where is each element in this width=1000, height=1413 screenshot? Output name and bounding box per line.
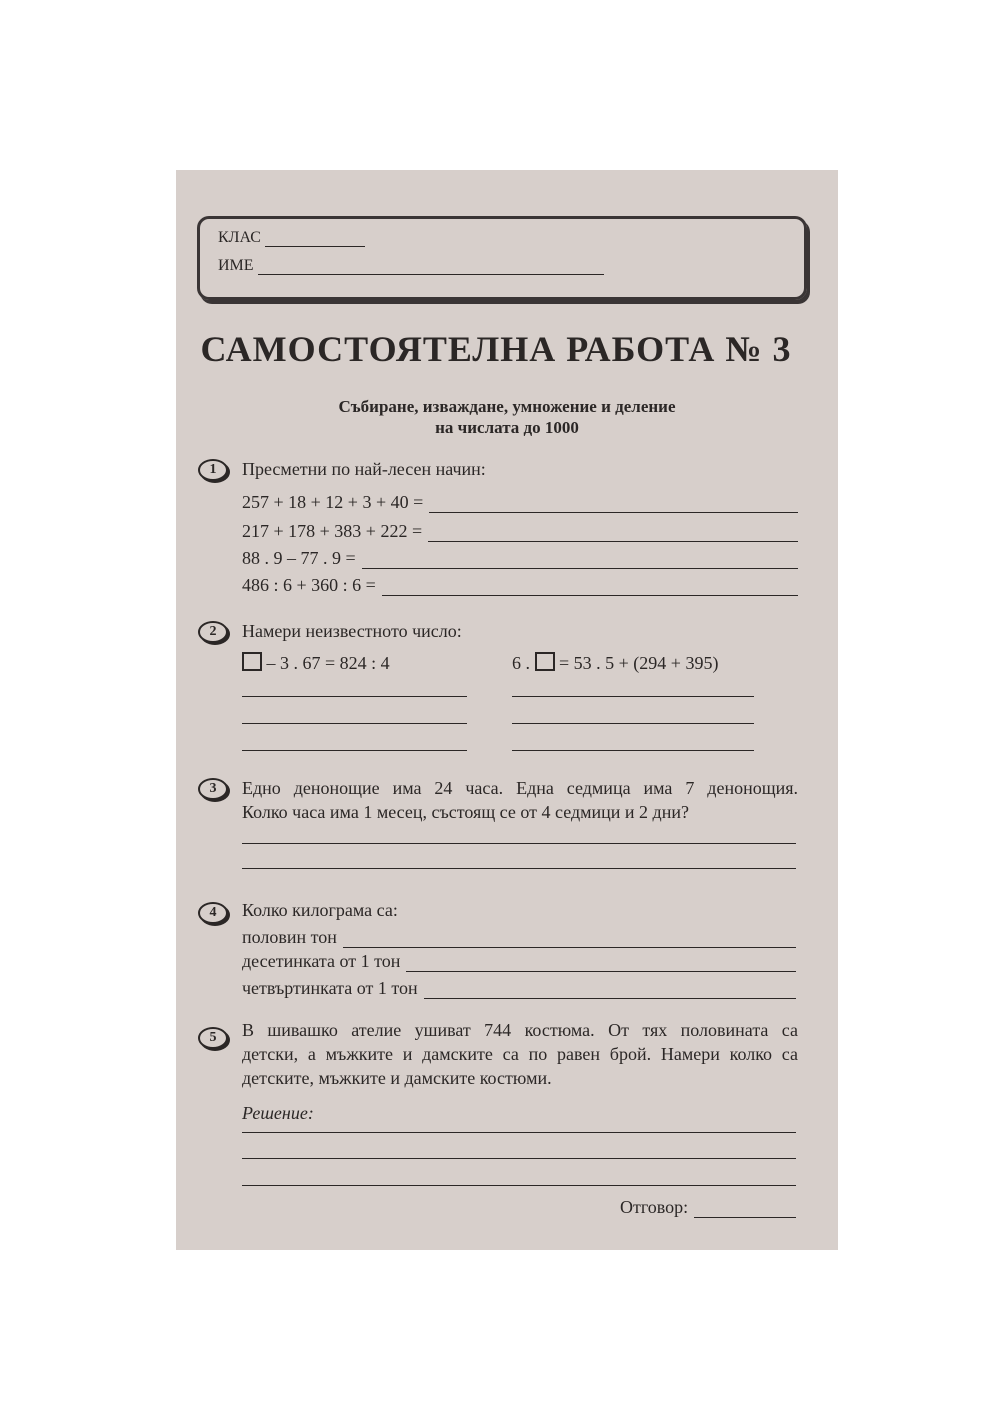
task-1-expr-2: 217 + 178 + 383 + 222 =: [242, 521, 423, 541]
unknown-box-icon: [535, 652, 555, 671]
answer-line[interactable]: [343, 931, 796, 948]
worksheet-page: [176, 170, 838, 1250]
task-4-item-1: половин тон: [242, 927, 337, 947]
solution-line[interactable]: [242, 1158, 796, 1159]
answer-line[interactable]: [362, 552, 798, 569]
solution-line[interactable]: [242, 1185, 796, 1186]
task-2-number: 2: [198, 621, 228, 643]
answer-line[interactable]: [512, 750, 754, 751]
answer-line[interactable]: [512, 723, 754, 724]
task-4-row-2: [242, 951, 796, 972]
task-5-text: [242, 1018, 798, 1090]
task-1-prompt: Пресметни по най-лесен начин:: [242, 459, 486, 479]
solution-line[interactable]: [242, 1132, 796, 1133]
task-1-expr-3: 88 . 9 – 77 . 9 =: [242, 548, 356, 568]
task-4-item-2: десетинката от 1 тон: [242, 951, 401, 971]
subtitle-line-2: на числата до 1000: [435, 418, 579, 437]
task-3-text: [242, 776, 798, 824]
task-2-equation-left-text: – 3 . 67 = 824 : 4: [266, 653, 390, 673]
class-input-line[interactable]: [265, 232, 365, 247]
task-2-equation-right: [512, 652, 718, 674]
subtitle-line-1: Събиране, изваждане, умножение и деление: [338, 397, 676, 416]
answer-line[interactable]: [428, 525, 798, 542]
task-5-line-3: детските, мъжките и дамските костюми.: [242, 1068, 552, 1088]
answer-line[interactable]: [429, 496, 798, 513]
task-3-line-1: Едно денонощие има 24 часа. Една седмица има 7 денонощия.: [242, 778, 798, 798]
task-1-row-4: [242, 575, 798, 596]
answer-line[interactable]: [242, 750, 467, 751]
class-field: [218, 229, 365, 247]
task-1-expr-1: 257 + 18 + 12 + 3 + 40 =: [242, 492, 424, 512]
name-label: ИМЕ: [218, 257, 254, 274]
unknown-box-icon: [242, 652, 262, 671]
answer-line[interactable]: [242, 723, 467, 724]
solution-label: Решение:: [242, 1103, 314, 1123]
task-4-row-1: [242, 927, 796, 948]
page-title: САМОСТОЯТЕЛНА РАБОТА № 3: [200, 329, 792, 369]
name-input-line[interactable]: [258, 260, 604, 275]
answer-line[interactable]: [382, 579, 798, 596]
task-2-equation-right-text: = 53 . 5 + (294 + 395): [559, 653, 719, 673]
task-4-prompt: Колко килограма са:: [242, 900, 398, 920]
answer-line[interactable]: [242, 868, 796, 869]
task-4-item-3: четвъртинката от 1 тон: [242, 978, 418, 998]
answer-line[interactable]: [242, 843, 796, 844]
answer-line[interactable]: [512, 696, 754, 697]
answer-line[interactable]: [242, 696, 467, 697]
task-3-number: 3: [198, 778, 228, 800]
task-2-prompt: Намери неизвестното число:: [242, 621, 462, 641]
answer-input-line[interactable]: [694, 1201, 796, 1218]
answer-line[interactable]: [424, 982, 796, 999]
task-5-line-2: детски, а мъжките и дамските са по равен брой. Намери колко са: [242, 1044, 798, 1064]
task-2-equation-left: [242, 652, 390, 674]
task-5-number: 5: [198, 1027, 228, 1049]
task-1-row-1: [242, 492, 798, 513]
task-1-row-3: [242, 548, 798, 569]
student-info-box: [197, 216, 807, 300]
task-1-expr-4: 486 : 6 + 360 : 6 =: [242, 575, 376, 595]
page-subtitle: [176, 396, 838, 438]
task-2-equation-right-prefix: 6 .: [512, 653, 530, 673]
task-5-line-1: В шивашко ателие ушиват 744 костюма. От тях половината са: [242, 1020, 798, 1040]
answer-label: Отговор:: [620, 1197, 689, 1217]
class-label: КЛАС: [218, 229, 261, 246]
answer-row: [620, 1197, 796, 1218]
task-4-row-3: [242, 978, 796, 999]
name-field: [218, 257, 604, 275]
task-4-number: 4: [198, 902, 228, 924]
task-1-number: 1: [198, 459, 228, 481]
answer-line[interactable]: [406, 955, 796, 972]
task-3-line-2: Колко часа има 1 месец, състоящ се от 4 седмици и 2 дни?: [242, 802, 689, 822]
task-1-row-2: [242, 521, 798, 542]
